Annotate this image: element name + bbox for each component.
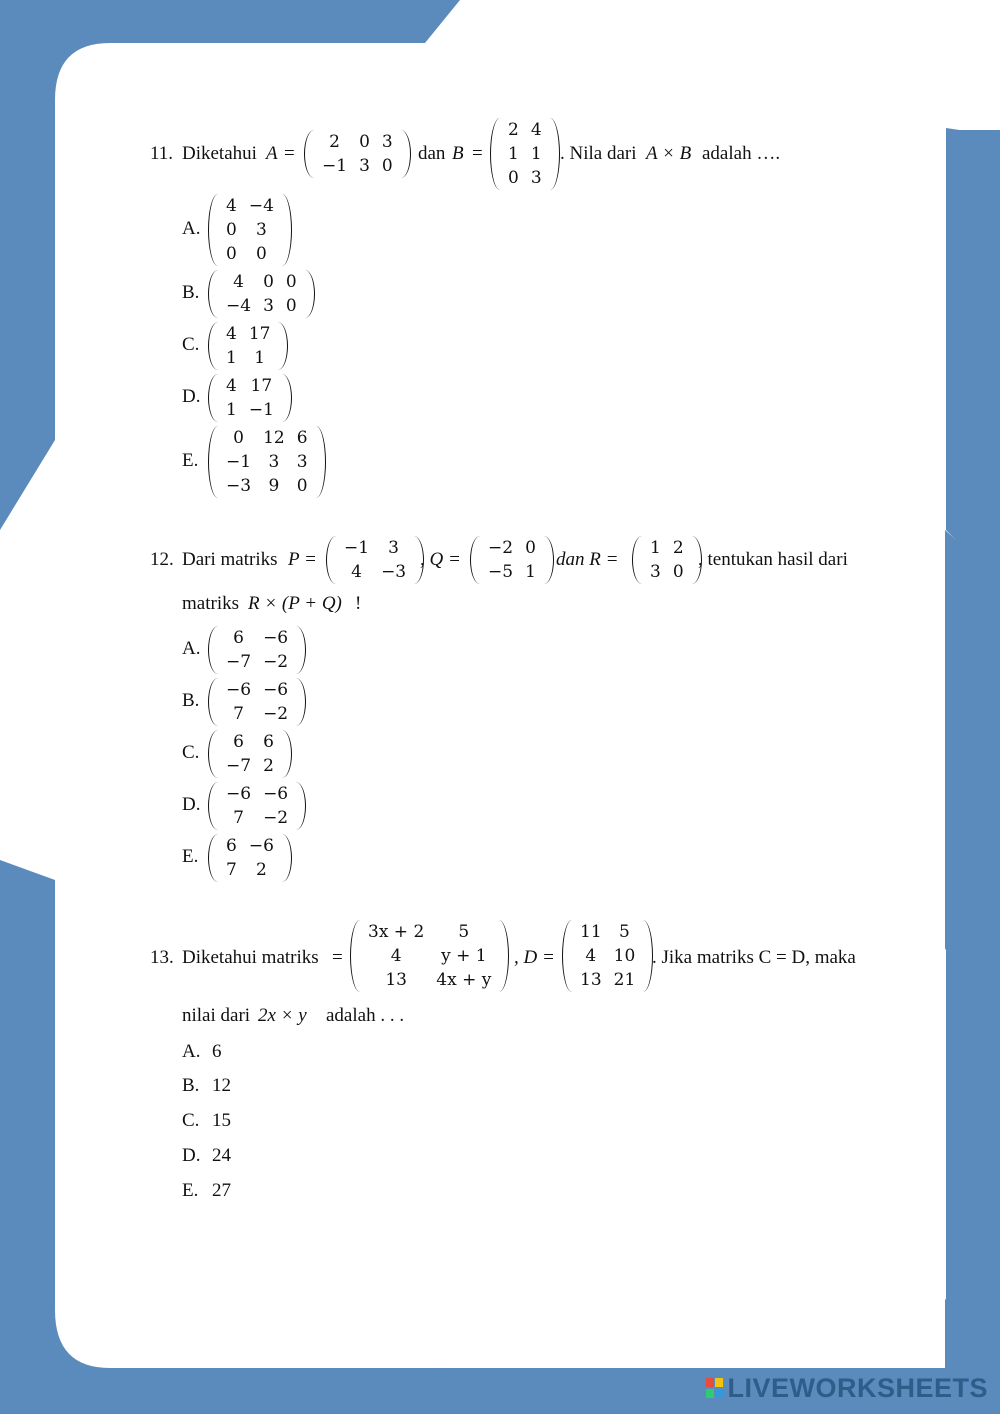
q11-var-a: A bbox=[266, 143, 278, 164]
q12-option-b-matrix[interactable] bbox=[208, 678, 306, 726]
q13-option-a-value[interactable]: 6 bbox=[212, 1041, 222, 1062]
q13-option-e-value[interactable]: 27 bbox=[212, 1180, 231, 1201]
q11-option-d-matrix[interactable] bbox=[208, 374, 292, 422]
bracket-right bbox=[543, 536, 554, 584]
matrix-cell: −2 bbox=[263, 704, 289, 724]
q11-option-c-label[interactable]: C. bbox=[182, 334, 200, 355]
matrix-cell: 1 bbox=[254, 348, 266, 368]
q11-eq: = bbox=[284, 143, 295, 164]
matrix-cell: −6 bbox=[248, 836, 274, 856]
q12-option-d-matrix[interactable] bbox=[208, 782, 306, 830]
q13-text-b: . Jika matriks C = D, maka bbox=[652, 947, 856, 968]
matrix-cell: 0 bbox=[672, 562, 684, 582]
matrix-cell: 3 bbox=[381, 132, 393, 152]
matrix-cell: 2 bbox=[508, 120, 519, 140]
matrix-cell: 1 bbox=[226, 400, 237, 420]
q12-var-r: dan R = bbox=[556, 549, 619, 570]
q12-number: 12. bbox=[150, 549, 174, 570]
q13-option-a-label[interactable]: A. bbox=[182, 1041, 201, 1062]
bracket-right bbox=[281, 730, 292, 778]
q11-and: dan bbox=[418, 143, 446, 164]
matrix-cell: 0 bbox=[381, 156, 393, 176]
matrix-cell: 12 bbox=[263, 428, 285, 448]
matrix-cell: 3x + 2 bbox=[368, 922, 425, 942]
q12-matrix-r bbox=[632, 536, 702, 584]
matrix-cell: 3 bbox=[650, 562, 661, 582]
q13-line2-expr: 2x × y bbox=[258, 1005, 307, 1026]
matrix-cell: 4x + y bbox=[436, 970, 492, 990]
bracket-left bbox=[470, 536, 481, 584]
matrix-cell: −2 bbox=[263, 808, 289, 828]
bracket-right bbox=[281, 834, 292, 882]
q12-text-b: , tentukan hasil dari bbox=[698, 549, 848, 570]
bracket-right bbox=[304, 270, 315, 318]
matrix-cell: −1 bbox=[226, 452, 252, 472]
bracket-left bbox=[208, 678, 219, 726]
bracket-left bbox=[632, 536, 643, 584]
matrix-cell: 3 bbox=[296, 452, 308, 472]
bracket-left bbox=[208, 730, 219, 778]
bracket-right bbox=[277, 322, 288, 370]
matrix-cell: −1 bbox=[344, 538, 370, 558]
q12-line2-expr: R × (P + Q) bbox=[248, 593, 342, 614]
q11-matrix-a bbox=[304, 130, 411, 178]
q12-option-e-label[interactable]: E. bbox=[182, 846, 199, 867]
matrix-cell: −6 bbox=[226, 680, 252, 700]
matrix-cell: 1 bbox=[530, 144, 542, 164]
matrix-cell: 6 bbox=[226, 836, 237, 856]
matrix-cell: 3 bbox=[530, 168, 542, 188]
bracket-right bbox=[281, 374, 292, 422]
bracket-right bbox=[295, 626, 306, 674]
matrix-cell: −5 bbox=[488, 562, 514, 582]
matrix-cell: 3 bbox=[359, 156, 370, 176]
matrix-cell: 6 bbox=[296, 428, 308, 448]
matrix-cell: 6 bbox=[263, 732, 274, 752]
matrix-cell: 17 bbox=[248, 324, 271, 344]
matrix-cell: 0 bbox=[525, 538, 536, 558]
matrix-cell: 1 bbox=[226, 348, 237, 368]
matrix-cell: 7 bbox=[233, 808, 244, 828]
liveworksheets-logo[interactable] bbox=[706, 1373, 988, 1404]
q11-matrix-b bbox=[490, 118, 560, 190]
bracket-left bbox=[208, 194, 219, 266]
matrix-cell: 10 bbox=[613, 946, 636, 966]
q13-option-d-label[interactable]: D. bbox=[182, 1145, 201, 1166]
q11-option-a-label[interactable]: A. bbox=[182, 218, 201, 239]
matrix-cell: −4 bbox=[248, 196, 274, 216]
q11-intro: Diketahui bbox=[182, 143, 257, 164]
q11-text-c: adalah …. bbox=[702, 143, 781, 164]
q11-eq-b: = bbox=[472, 143, 483, 164]
bracket-left bbox=[326, 536, 337, 584]
q13-option-c-label[interactable]: C. bbox=[182, 1110, 200, 1131]
matrix-cell: 2 bbox=[672, 538, 684, 558]
bracket-right bbox=[400, 130, 411, 178]
q12-line2: matriks bbox=[182, 593, 239, 614]
matrix-cell: −2 bbox=[488, 538, 514, 558]
bracket-left bbox=[208, 322, 219, 370]
matrix-cell: 2 bbox=[329, 132, 340, 152]
q13-option-c-value[interactable]: 15 bbox=[212, 1110, 231, 1131]
bracket-right bbox=[281, 194, 292, 266]
q13-matrix-d bbox=[562, 920, 653, 992]
q11-option-b-matrix[interactable] bbox=[208, 270, 315, 318]
bracket-right bbox=[295, 678, 306, 726]
q11-option-e-matrix[interactable] bbox=[208, 426, 326, 498]
q12-option-c-matrix[interactable] bbox=[208, 730, 292, 778]
matrix-cell: 0 bbox=[226, 244, 237, 264]
matrix-cell: 3 bbox=[263, 296, 274, 316]
matrix-cell: 4 bbox=[530, 120, 542, 140]
matrix-cell: 4 bbox=[226, 196, 237, 216]
matrix-cell: 6 bbox=[233, 732, 244, 752]
q12-var-p: P = bbox=[288, 549, 317, 570]
bracket-right bbox=[498, 920, 509, 992]
matrix-cell: 13 bbox=[580, 970, 602, 990]
q13-matrix-c bbox=[350, 920, 509, 992]
bracket-right bbox=[549, 118, 560, 190]
bracket-left bbox=[208, 834, 219, 882]
matrix-cell: 4 bbox=[233, 272, 244, 292]
q12-matrix-p bbox=[326, 536, 424, 584]
matrix-cell: 1 bbox=[508, 144, 519, 164]
q11-option-e-label[interactable]: E. bbox=[182, 450, 199, 471]
q11-option-b-label[interactable]: B. bbox=[182, 282, 200, 303]
matrix-cell: −1 bbox=[248, 400, 274, 420]
matrix-cell: 0 bbox=[263, 272, 274, 292]
matrix-cell: 0 bbox=[255, 244, 267, 264]
matrix-cell: 2 bbox=[255, 860, 267, 880]
matrix-cell: −6 bbox=[226, 784, 252, 804]
bracket-left bbox=[208, 374, 219, 422]
q12-option-d-label[interactable]: D. bbox=[182, 794, 201, 815]
matrix-cell: 3 bbox=[268, 452, 280, 472]
q13-var-d: , D = bbox=[514, 947, 555, 968]
matrix-cell: 1 bbox=[650, 538, 661, 558]
matrix-cell: 0 bbox=[226, 220, 237, 240]
q13-option-d-value[interactable]: 24 bbox=[212, 1145, 231, 1166]
matrix-cell: 0 bbox=[359, 132, 370, 152]
matrix-cell: 6 bbox=[233, 628, 244, 648]
bracket-left bbox=[562, 920, 573, 992]
q12-option-a-label[interactable]: A. bbox=[182, 638, 201, 659]
matrix-cell: −3 bbox=[381, 562, 407, 582]
matrix-cell: 4 bbox=[351, 562, 362, 582]
q11-expr: A × B bbox=[646, 143, 692, 164]
matrix-cell: 3 bbox=[388, 538, 399, 558]
matrix-cell: y + 1 bbox=[441, 946, 487, 966]
q12-matrix-q bbox=[470, 536, 554, 584]
q11-option-a-matrix[interactable] bbox=[208, 194, 292, 266]
matrix-cell: 5 bbox=[458, 922, 470, 942]
q13-eq: = bbox=[332, 947, 343, 968]
bracket-left bbox=[490, 118, 501, 190]
matrix-cell: −1 bbox=[322, 156, 348, 176]
matrix-cell: 0 bbox=[296, 476, 308, 496]
matrix-cell: 0 bbox=[233, 428, 244, 448]
bracket-left bbox=[208, 270, 219, 318]
bracket-left bbox=[208, 782, 219, 830]
matrix-cell: 0 bbox=[508, 168, 519, 188]
matrix-cell: −7 bbox=[226, 652, 252, 672]
matrix-cell: 0 bbox=[285, 296, 297, 316]
matrix-cell: 17 bbox=[250, 376, 273, 396]
bracket-right bbox=[295, 782, 306, 830]
q11-option-c-matrix[interactable] bbox=[208, 322, 288, 370]
matrix-cell: 0 bbox=[285, 272, 297, 292]
matrix-cell: −6 bbox=[263, 680, 289, 700]
matrix-cell: 4 bbox=[226, 324, 237, 344]
q13-line2-end: adalah . . . bbox=[326, 1005, 405, 1026]
matrix-cell: 4 bbox=[226, 376, 237, 396]
matrix-cell: 11 bbox=[580, 922, 602, 942]
q12-option-b-label[interactable]: B. bbox=[182, 690, 200, 711]
q12-var-q: , Q = bbox=[420, 549, 461, 570]
q12-option-a-matrix[interactable] bbox=[208, 626, 306, 674]
matrix-cell: −3 bbox=[226, 476, 252, 496]
matrix-cell: 7 bbox=[226, 860, 237, 880]
q12-line2-end: ! bbox=[355, 593, 362, 614]
logo-text: LIVEWORKSHEETS bbox=[727, 1373, 988, 1403]
q13-line2: nilai dari bbox=[182, 1005, 251, 1026]
q11-text-b: . Nila dari bbox=[560, 143, 637, 164]
live-logo-icon bbox=[706, 1376, 724, 1400]
matrix-cell: −4 bbox=[226, 296, 252, 316]
matrix-cell: −6 bbox=[263, 628, 289, 648]
matrix-cell: −2 bbox=[263, 652, 289, 672]
bracket-left bbox=[208, 626, 219, 674]
matrix-cell: 1 bbox=[525, 562, 536, 582]
matrix-cell: 4 bbox=[390, 946, 402, 966]
q12-option-c-label[interactable]: C. bbox=[182, 742, 200, 763]
matrix-cell: 21 bbox=[613, 970, 636, 990]
bracket-left bbox=[208, 426, 219, 498]
matrix-cell: −6 bbox=[263, 784, 289, 804]
bracket-right bbox=[315, 426, 326, 498]
bracket-left bbox=[304, 130, 315, 178]
bracket-left bbox=[350, 920, 361, 992]
q11-option-d-label[interactable]: D. bbox=[182, 386, 201, 407]
matrix-cell: 3 bbox=[255, 220, 267, 240]
matrix-cell: 7 bbox=[233, 704, 244, 724]
matrix-cell: 4 bbox=[585, 946, 597, 966]
q11-var-b: B bbox=[452, 143, 464, 164]
q13-option-e-label[interactable]: E. bbox=[182, 1180, 199, 1201]
q13-option-b-label[interactable]: B. bbox=[182, 1075, 200, 1096]
matrix-cell: 5 bbox=[619, 922, 630, 942]
q13-number: 13. bbox=[150, 947, 174, 968]
matrix-cell: −7 bbox=[226, 756, 252, 776]
q12-intro: Dari matriks bbox=[182, 549, 278, 570]
q13-intro: Diketahui matriks bbox=[182, 947, 319, 968]
q13-option-b-value[interactable]: 12 bbox=[212, 1075, 231, 1096]
matrix-cell: 9 bbox=[268, 476, 280, 496]
q11-number: 11. bbox=[150, 143, 174, 164]
q12-option-e-matrix[interactable] bbox=[208, 834, 292, 882]
matrix-cell: 13 bbox=[385, 970, 407, 990]
matrix-cell: 2 bbox=[263, 756, 274, 776]
